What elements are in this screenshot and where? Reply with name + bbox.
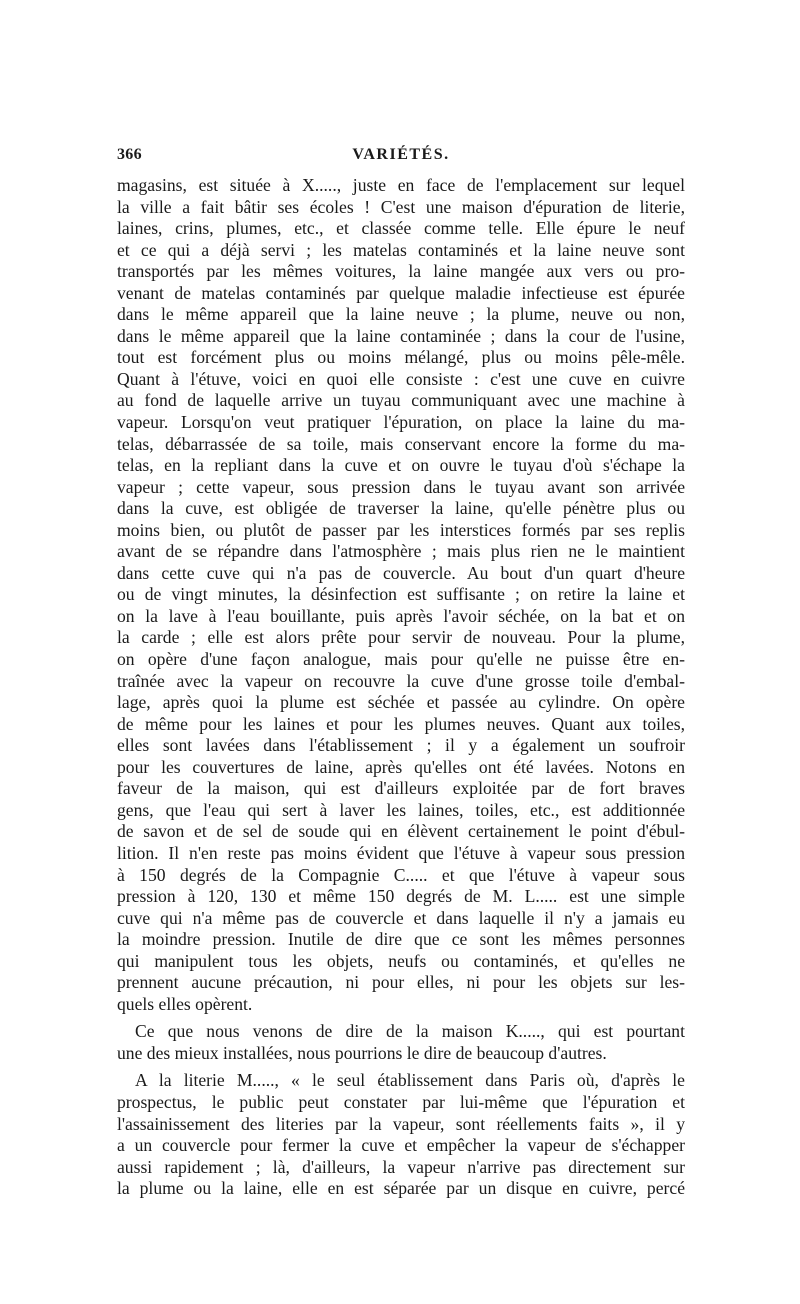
text-line: cuve qui n'a même pas de couvercle et dans laquelle il n'y a jamais eu bbox=[117, 907, 685, 928]
text-line: lage, après quoi la plume est séchée et passée au cylindre. On opère bbox=[117, 692, 685, 713]
paragraph bbox=[117, 1070, 685, 1199]
text-line: on la lave à l'eau bouillante, puis après l'avoir séchée, on la bat et on bbox=[117, 605, 685, 626]
text-line: la plume ou la laine, elle en est séparée par un disque en cuivre, percé bbox=[117, 1178, 685, 1199]
text-line: transportés par les mêmes voitures, la laine mangée aux vers ou pro- bbox=[117, 261, 685, 282]
text-line: prennent aucune précaution, ni pour elles, ni pour les objets sur les- bbox=[117, 972, 685, 993]
text-line: aussi rapidement ; là, d'ailleurs, la vapeur n'arrive pas directement sur bbox=[117, 1156, 685, 1177]
text-line: une des mieux installées, nous pourrions le dire de beaucoup d'autres. bbox=[117, 1042, 607, 1063]
body-text bbox=[117, 175, 685, 1200]
text-line: ou de vingt minutes, la désinfection est suffisante ; on retire la laine et bbox=[117, 584, 685, 605]
text-line: la carde ; elle est alors prête pour servir de nouveau. Pour la plume, bbox=[117, 627, 685, 648]
text-line: tout est forcément plus ou moins mélangé, plus ou moins pêle-mêle. bbox=[117, 347, 685, 368]
text-line: prospectus, le public peut constater par lui-même que l'épuration et bbox=[117, 1091, 685, 1112]
text-line: on opère d'une façon analogue, mais pour qu'elle ne puisse être en- bbox=[117, 649, 685, 670]
text-line: avant de se répandre dans l'atmosphère ; mais plus rien ne le maintient bbox=[117, 541, 685, 562]
text-line: l'assainissement des literies par la vapeur, sont réellements faits », il y bbox=[117, 1113, 685, 1134]
text-line: telas, débarrassée de sa toile, mais conservant encore la forme du ma- bbox=[117, 433, 685, 454]
text-line: gens, que l'eau qui sert à laver les laines, toiles, etc., est additionnée bbox=[117, 799, 685, 820]
text-line: dans le même appareil que la laine neuve ; la plume, neuve ou non, bbox=[117, 304, 685, 325]
text-line: pression à 120, 130 et même 150 degrés de M. L..... est une simple bbox=[117, 886, 685, 907]
text-line: pour les couvertures de laine, après qu'elles ont été lavées. Notons en bbox=[117, 756, 685, 777]
text-line: vapeur. Lorsqu'on veut pratiquer l'épuration, on place la laine du ma- bbox=[117, 412, 685, 433]
text-line: vapeur ; cette vapeur, sous pression dans le tuyau avant son arrivée bbox=[117, 476, 685, 497]
text-line: Quant à l'étuve, voici en quoi elle consiste : c'est une cuve en cuivre bbox=[117, 368, 685, 389]
text-line: dans le même appareil que la laine contaminée ; dans la cour de l'usine, bbox=[117, 325, 685, 346]
text-line: dans cette cuve qui n'a pas de couvercle. Au bout d'un quart d'heure bbox=[117, 562, 685, 583]
text-line: quels elles opèrent. bbox=[117, 993, 253, 1014]
text-line: traînée avec la vapeur on recouvre la cuve d'une grosse toile d'embal- bbox=[117, 670, 685, 691]
text-line: a un couvercle pour fermer la cuve et empêcher la vapeur de s'échapper bbox=[117, 1135, 685, 1156]
paragraph bbox=[117, 1021, 685, 1064]
text-line: et ce qui a déjà servi ; les matelas contaminés et la laine neuve sont bbox=[117, 239, 685, 260]
text-line: de savon et de sel de soude qui en élèvent certainement le point d'ébul- bbox=[117, 821, 685, 842]
text-line: la moindre pression. Inutile de dire que ce sont les mêmes personnes bbox=[117, 929, 685, 950]
text-line: telas, en la repliant dans la cuve et on ouvre le tuyau d'où s'échape la bbox=[117, 455, 685, 476]
text-line: magasins, est située à X....., juste en face de l'emplacement sur lequel bbox=[117, 175, 685, 195]
text-line: A la literie M....., « le seul établissement dans Paris où, d'après le bbox=[135, 1070, 685, 1091]
page-number: 366 bbox=[117, 146, 142, 163]
text-line: Ce que nous venons de dire de la maison K....., qui est pourtant bbox=[135, 1021, 685, 1042]
text-line: elles sont lavées dans l'établissement ; il y a également un soufroir bbox=[117, 735, 685, 756]
page-header bbox=[117, 146, 685, 170]
text-line: au fond de laquelle arrive un tuyau communiquant avec une machine à bbox=[117, 390, 685, 411]
text-line: moins bien, ou plutôt de passer par les interstices formés par ses replis bbox=[117, 519, 685, 540]
text-line: qui manipulent tous les objets, neufs ou contaminés, et qu'elles ne bbox=[117, 950, 685, 971]
text-line: laines, crins, plumes, etc., et classée comme telle. Elle épure le neuf bbox=[117, 218, 685, 239]
text-line: la ville a fait bâtir ses écoles ! C'est une maison d'épuration de literie, bbox=[117, 196, 685, 217]
text-line: dans la cuve, est obligée de traverser la laine, qu'elle pénètre plus ou bbox=[117, 498, 685, 519]
text-line: à 150 degrés de la Compagnie C..... et que l'étuve à vapeur sous bbox=[117, 864, 685, 885]
text-line: venant de matelas contaminés par quelque maladie infectieuse est épurée bbox=[117, 282, 685, 303]
text-line: faveur de la maison, qui est d'ailleurs exploitée par de fort braves bbox=[117, 778, 685, 799]
text-line: de même pour les laines et pour les plumes neuves. Quant aux toiles, bbox=[117, 713, 685, 734]
text-line: lition. Il n'en reste pas moins évident que l'étuve à vapeur sous pression bbox=[117, 842, 685, 863]
paragraph bbox=[117, 175, 685, 1015]
running-title: VARIÉTÉS. bbox=[352, 146, 450, 163]
